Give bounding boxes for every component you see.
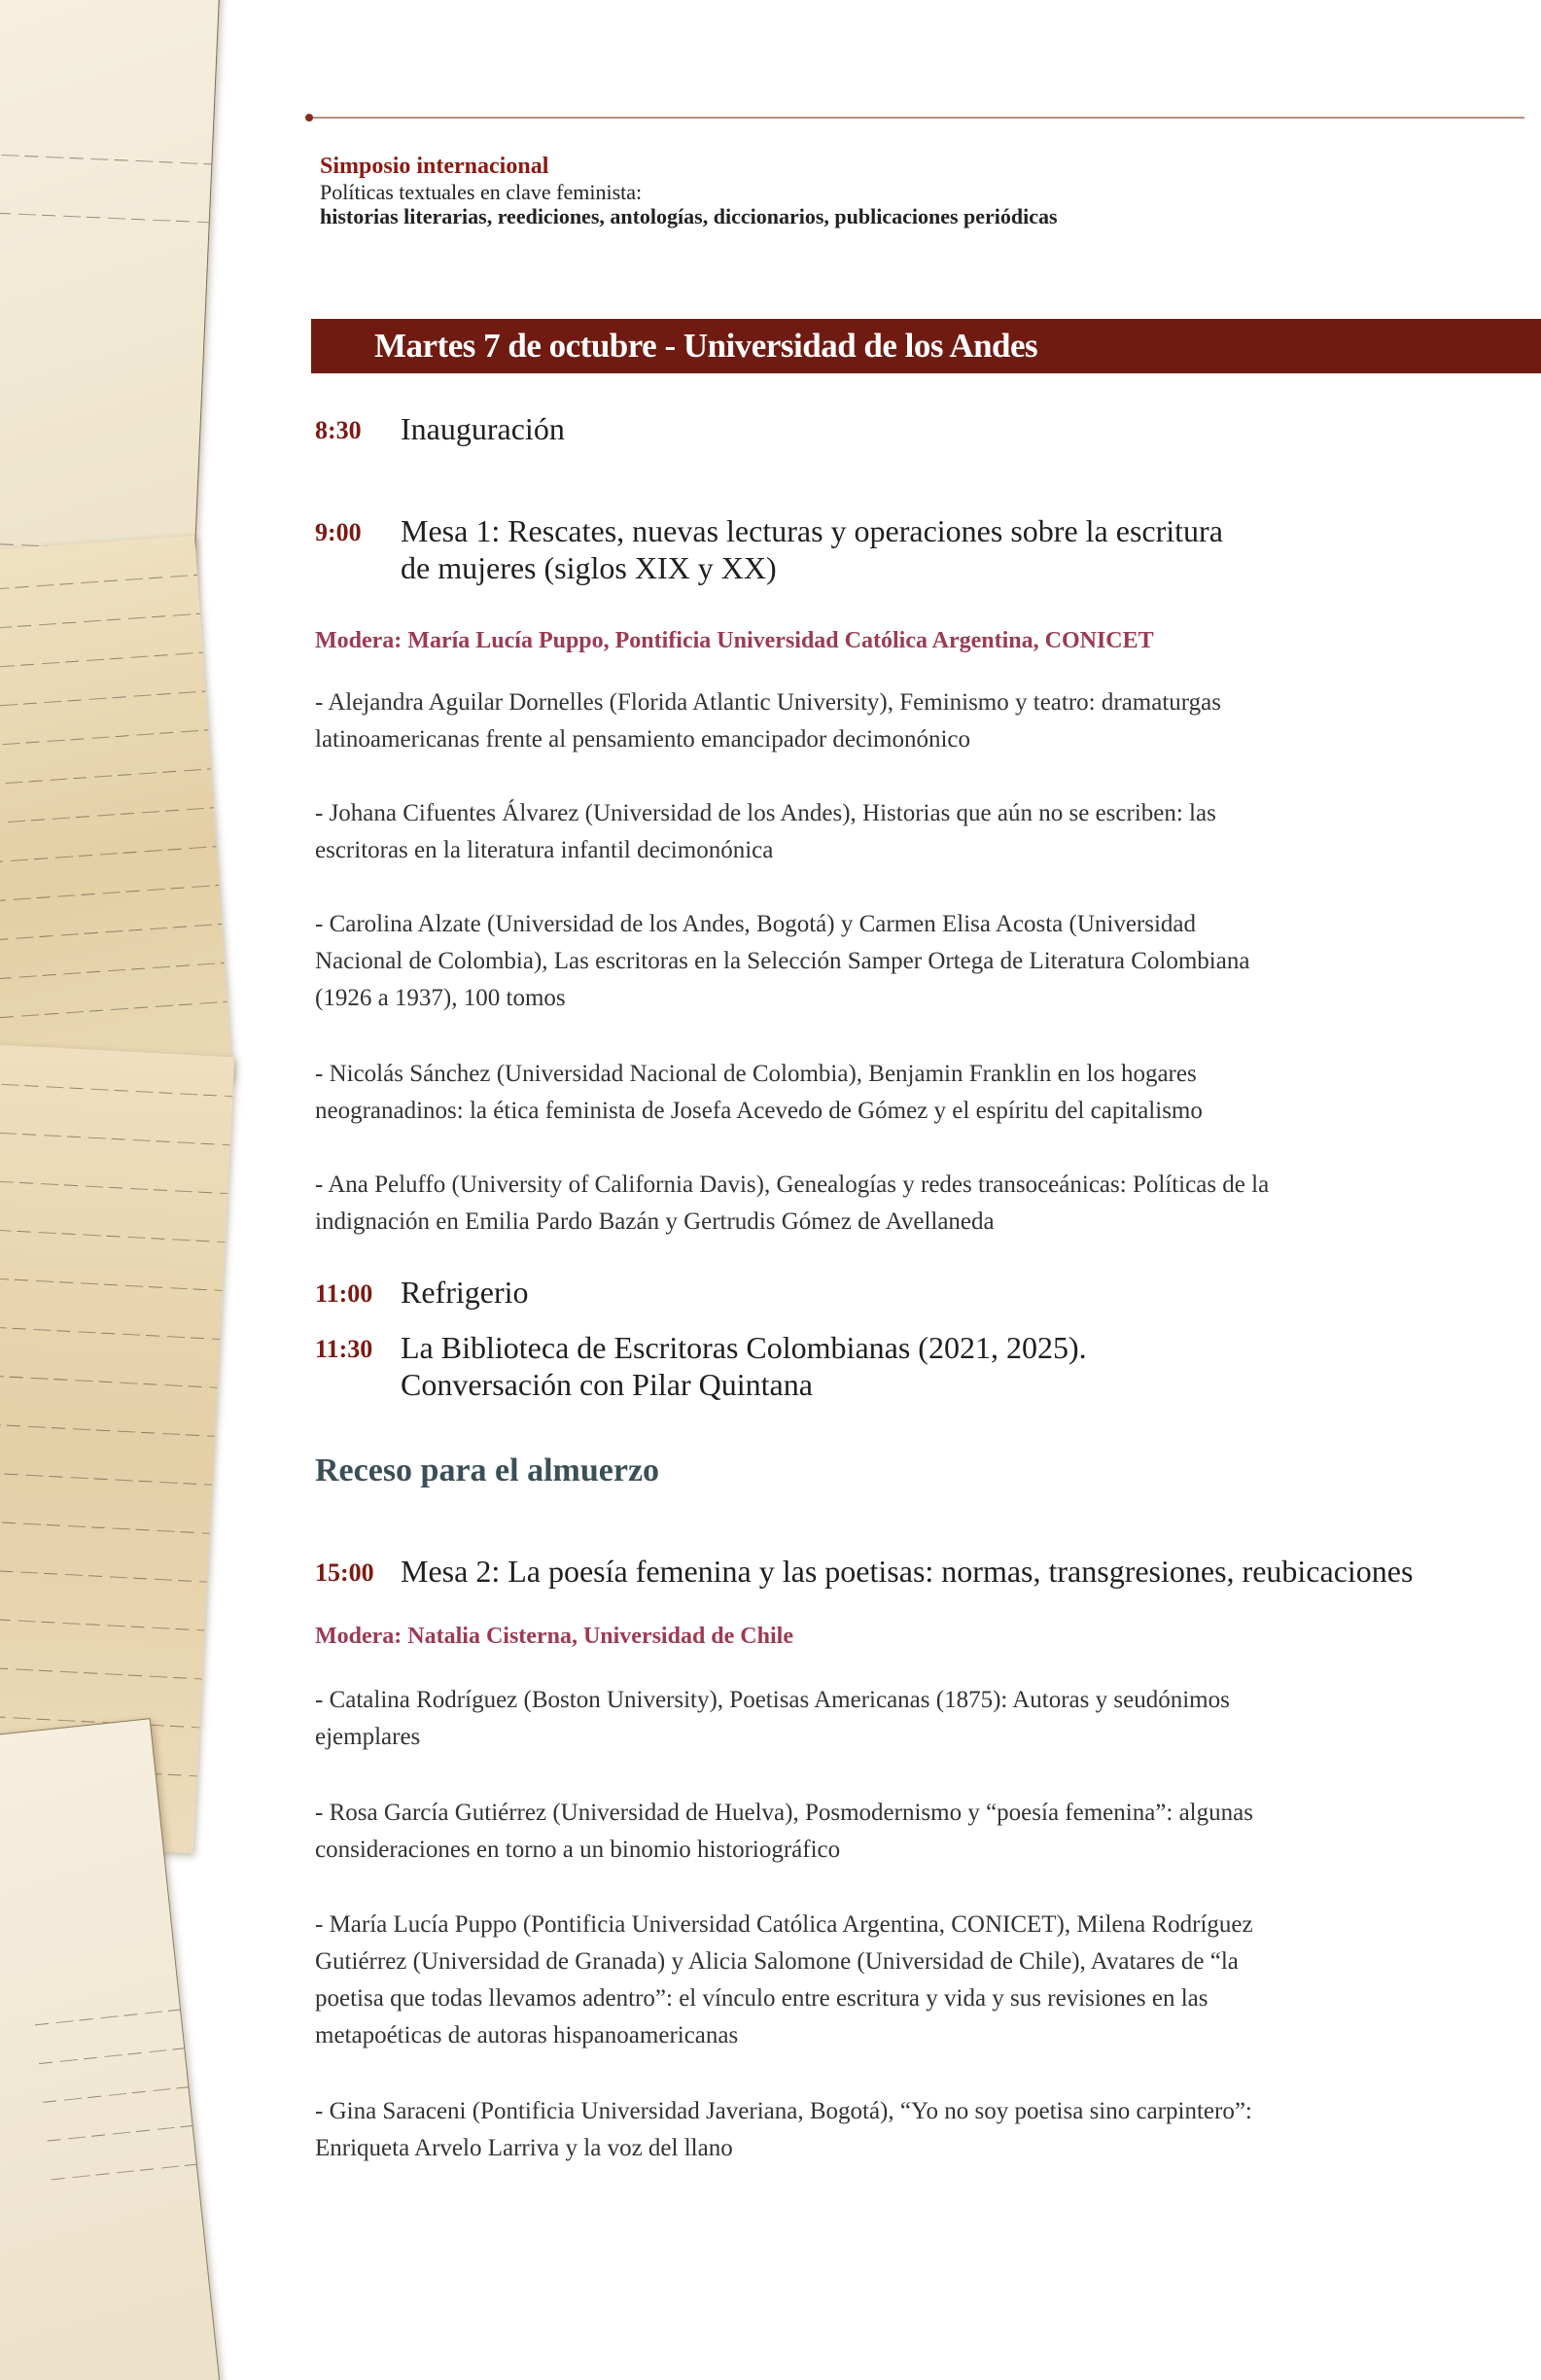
talk-line: - Carolina Alzate (Universidad de los Andes, Bogotá) y Carmen Elisa Acosta (Universidad bbox=[315, 911, 1197, 937]
symposium-header bbox=[320, 154, 1525, 228]
session-time: 15:00 bbox=[315, 1558, 374, 1587]
moderator: Modera: Natalia Cisterna, Universidad de Chile bbox=[315, 1624, 793, 1649]
talk-line: latinoamericanas frente al pensamiento emancipador decimonónico bbox=[315, 726, 971, 752]
talk-line: Enriqueta Arvelo Larriva y la voz del llano bbox=[315, 2135, 733, 2161]
talk-entry bbox=[315, 1682, 1462, 1756]
talk-line: indignación en Emilia Pardo Bazán y Gertrudis Gómez de Avellaneda bbox=[315, 1208, 995, 1235]
session-title-line: Conversación con Pilar Quintana bbox=[401, 1367, 813, 1402]
top-divider bbox=[309, 117, 1524, 119]
talk-entry bbox=[315, 2093, 1462, 2167]
talk-line: Gutiérrez (Universidad de Granada) y Alicia Salomone (Universidad de Chile), Avatares de “la bbox=[315, 1948, 1239, 1975]
event-topics: historias literarias, reediciones, antologías, diccionarios, publicaciones periódicas bbox=[320, 204, 1058, 228]
session-row bbox=[315, 410, 565, 447]
talk-line: - Catalina Rodríguez (Boston University), Poetisas Americanas (1875): Autoras y seudónimos bbox=[315, 1687, 1230, 1713]
talk-entry bbox=[315, 1907, 1462, 2054]
talk-line: Nacional de Colombia), Las escritoras en la Selección Samper Ortega de Literatura Colombiana bbox=[315, 948, 1250, 974]
session-time: 11:00 bbox=[315, 1279, 373, 1308]
session-time: 9:00 bbox=[315, 518, 362, 546]
talk-line: - María Lucía Puppo (Pontificia Universidad Católica Argentina, CONICET), Milena Rodríguez bbox=[315, 1911, 1253, 1938]
session-row bbox=[315, 512, 1223, 586]
talk-line: escritoras en la literatura infantil decimonónica bbox=[315, 837, 774, 863]
day-label: Martes 7 de octubre - Universidad de los Andes bbox=[374, 327, 1038, 365]
session-title bbox=[401, 512, 1223, 586]
talk-line: - Gina Saraceni (Pontificia Universidad Javeriana, Bogotá), “Yo no soy poetisa sino carpintero”: bbox=[315, 2098, 1252, 2124]
session-title-line: de mujeres (siglos XIX y XX) bbox=[401, 550, 777, 585]
day-banner bbox=[311, 319, 1541, 373]
talk-entry bbox=[315, 1056, 1462, 1130]
talk-entry bbox=[315, 1167, 1462, 1241]
session-row bbox=[315, 1553, 1413, 1590]
manuscript-background bbox=[0, 0, 292, 2380]
moderator: Modera: María Lucía Puppo, Pontificia Universidad Católica Argentina, CONICET bbox=[315, 628, 1154, 653]
event-title: Simposio internacional bbox=[320, 154, 549, 179]
talk-line: (1926 a 1937), 100 tomos bbox=[315, 985, 566, 1011]
talk-entry bbox=[315, 906, 1462, 1017]
session-time: 8:30 bbox=[315, 416, 362, 444]
session-title: Mesa 2: La poesía femenina y las poetisas: normas, transgresiones, reubicaciones bbox=[401, 1554, 1414, 1589]
session-row bbox=[315, 1274, 529, 1311]
talk-line: poetisa que todas llevamos adentro”: el vínculo entre escritura y vida y sus revisiones en las bbox=[315, 1985, 1208, 2012]
manuscript-page bbox=[0, 536, 232, 1098]
session-title bbox=[401, 1329, 1087, 1403]
talk-entry bbox=[315, 684, 1462, 758]
talk-entry bbox=[315, 1795, 1462, 1869]
talk-line: consideraciones en torno a un binomio historiográfico bbox=[315, 1837, 841, 1863]
lunch-recess: Receso para el almuerzo bbox=[315, 1452, 660, 1488]
talk-line: metapoéticas de autoras hispanoamericanas bbox=[315, 2022, 739, 2048]
session-title: Inauguración bbox=[401, 411, 565, 446]
session-title: Refrigerio bbox=[401, 1275, 529, 1310]
talk-line: neogranadinos: la ética feminista de Josefa Acevedo de Gómez y el espíritu del capitalismo bbox=[315, 1098, 1203, 1124]
session-title-line: La Biblioteca de Escritoras Colombianas (2021, 2025). bbox=[401, 1330, 1087, 1365]
event-subtitle: Políticas textuales en clave feminista: bbox=[320, 180, 643, 204]
session-row bbox=[315, 1329, 1087, 1403]
talk-line: - Johana Cifuentes Álvarez (Universidad de los Andes), Historias que aún no se escriben: las bbox=[315, 800, 1216, 826]
session-title-line: Mesa 1: Rescates, nuevas lecturas y operaciones sobre la escritura bbox=[401, 513, 1223, 548]
session-time: 11:30 bbox=[315, 1335, 373, 1363]
talk-line: - Alejandra Aguilar Dornelles (Florida Atlantic University), Feminismo y teatro: dramaturgas bbox=[315, 689, 1221, 716]
talk-line: - Nicolás Sánchez (Universidad Nacional de Colombia), Benjamin Franklin en los hogares bbox=[315, 1061, 1197, 1087]
talk-line: ejemplares bbox=[315, 1724, 421, 1750]
talk-line: - Rosa García Gutiérrez (Universidad de Huelva), Posmodernismo y “poesía femenina”: algunas bbox=[315, 1800, 1253, 1826]
talk-line: - Ana Peluffo (University of California Davis), Genealogías y redes transoceánicas: Políticas de la bbox=[315, 1172, 1270, 1198]
talk-entry bbox=[315, 795, 1462, 869]
